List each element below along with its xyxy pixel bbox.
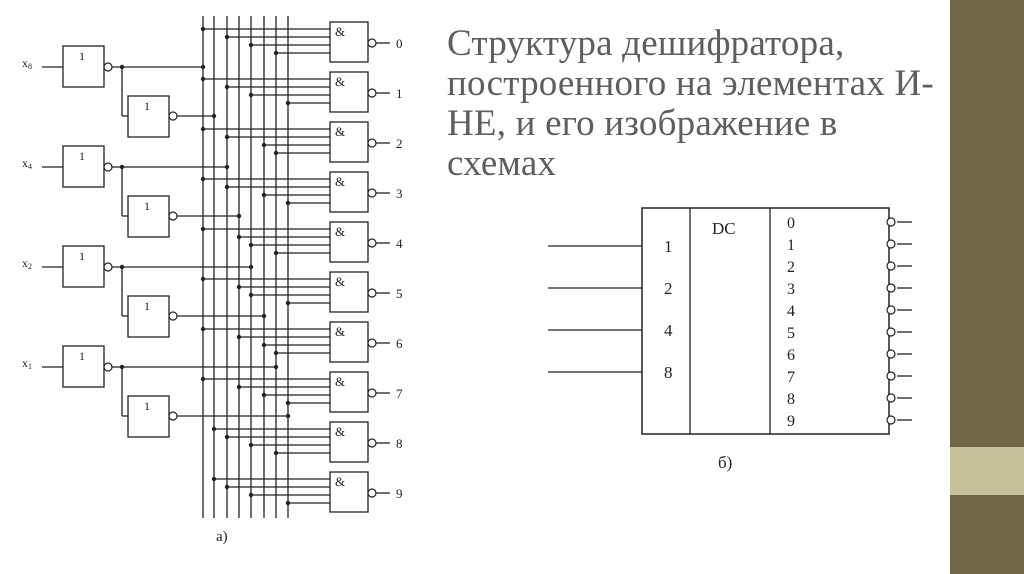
inversion-bubble [169, 212, 177, 220]
inversion-bubble [368, 39, 376, 47]
inversion-bubble [104, 363, 112, 371]
junction-dot [225, 165, 229, 169]
junction-dot [237, 385, 241, 389]
inversion-bubble [104, 163, 112, 171]
inversion-bubble [887, 350, 895, 358]
dc-input-label: 4 [664, 321, 673, 340]
junction-dot [286, 201, 290, 205]
inversion-bubble [887, 328, 895, 336]
inversion-bubble [887, 284, 895, 292]
junction-dot [249, 243, 253, 247]
junction-dot [262, 314, 266, 318]
dc-output-label: 7 [787, 369, 795, 386]
junction-dot [286, 301, 290, 305]
junction-dot [201, 127, 205, 131]
junction-dot [274, 51, 278, 55]
nand-gate-symbol: & [335, 424, 346, 439]
dc-output-label: 2 [787, 259, 795, 276]
junction-dot [262, 143, 266, 147]
inversion-bubble [887, 394, 895, 402]
slide-title: Структура дешифратора, построенного на элементах И-НЕ, и его изображение в схемах [447, 23, 934, 184]
junction-dot [201, 277, 205, 281]
dc-block [548, 208, 912, 434]
inversion-bubble [887, 416, 895, 424]
output-label: 5 [396, 286, 403, 301]
junction-dot [274, 151, 278, 155]
dc-output-label: 9 [787, 413, 795, 430]
output-label: 2 [396, 136, 403, 151]
output-label: 4 [396, 236, 403, 251]
dc-output-label: 6 [787, 347, 795, 364]
nand-gate-symbol: & [335, 374, 346, 389]
junction-dot [262, 393, 266, 397]
nand-gate-symbol: & [335, 74, 346, 89]
not-gate-symbol: 1 [144, 199, 150, 213]
junction-dot [225, 435, 229, 439]
junction-dot [262, 193, 266, 197]
junction-dot [237, 285, 241, 289]
junction-dot [274, 251, 278, 255]
junction-dot [249, 443, 253, 447]
junction-dot [201, 77, 205, 81]
output-label: 6 [396, 336, 403, 351]
dc-input-label: 1 [664, 237, 673, 256]
junction-dot [225, 185, 229, 189]
output-label: 3 [396, 186, 403, 201]
junction-dot [249, 43, 253, 47]
inversion-bubble [368, 239, 376, 247]
junction-dot [201, 177, 205, 181]
input-label: x2 [22, 256, 32, 271]
input-label: x8 [22, 56, 32, 71]
junction-dot [286, 414, 290, 418]
inversion-bubble [368, 289, 376, 297]
junction-dot [237, 335, 241, 339]
dc-output-label: 0 [787, 215, 795, 232]
inversion-bubble [368, 489, 376, 497]
input-label: x4 [22, 156, 32, 171]
inversion-bubble [169, 112, 177, 120]
inversion-bubble [368, 439, 376, 447]
nand-gate-symbol: & [335, 174, 346, 189]
junction-dot [274, 365, 278, 369]
diagram-a-caption: а) [216, 529, 228, 545]
junction-dot [225, 485, 229, 489]
inversion-bubble [368, 189, 376, 197]
inversion-bubble [104, 63, 112, 71]
inversion-bubble [169, 312, 177, 320]
inversion-bubble [368, 139, 376, 147]
junction-dot [212, 427, 216, 431]
junction-dot [225, 135, 229, 139]
not-gate-symbol: 1 [144, 299, 150, 313]
junction-dot [237, 214, 241, 218]
junction-dot [286, 101, 290, 105]
inversion-bubble [368, 89, 376, 97]
junction-dot [262, 343, 266, 347]
not-gate-symbol: 1 [79, 349, 85, 363]
junction-dot [201, 227, 205, 231]
dc-output-label: 1 [787, 237, 795, 254]
dc-output-label: 4 [787, 303, 795, 320]
not-gate-symbol: 1 [79, 249, 85, 263]
inversion-bubble [887, 372, 895, 380]
nand-gate-symbol: & [335, 474, 346, 489]
junction-dot [212, 114, 216, 118]
junction-dot [225, 85, 229, 89]
nand-gate-symbol: & [335, 224, 346, 239]
dc-label: DC [712, 219, 736, 238]
inversion-bubble [104, 263, 112, 271]
output-label: 9 [396, 486, 403, 501]
decoder-logic-diagram [0, 0, 440, 574]
nand-gate-symbol: & [335, 24, 346, 39]
diagram-b-caption: б) [718, 453, 733, 472]
junction-dot [201, 65, 205, 69]
output-label: 0 [396, 36, 403, 51]
junction-dot [249, 93, 253, 97]
dc-input-label: 8 [664, 363, 673, 382]
input-label: x1 [22, 356, 32, 371]
output-label: 8 [396, 436, 403, 451]
not-gate-symbol: 1 [144, 99, 150, 113]
nand-gate-symbol: & [335, 124, 346, 139]
junction-dot [225, 35, 229, 39]
not-gate-symbol: 1 [79, 49, 85, 63]
not-gate-symbol: 1 [144, 399, 150, 413]
nand-gate-symbol: & [335, 274, 346, 289]
side-decor-accent [950, 447, 1024, 495]
not-gate-symbol: 1 [79, 149, 85, 163]
dc-output-label: 5 [787, 325, 795, 342]
output-label: 7 [396, 386, 403, 401]
junction-dot [212, 477, 216, 481]
junction-dot [201, 27, 205, 31]
junction-dot [286, 401, 290, 405]
dc-output-label: 8 [787, 391, 795, 408]
dc-block-frame [642, 208, 889, 434]
dc-input-label: 2 [664, 279, 673, 298]
junction-dot [249, 293, 253, 297]
inversion-bubble [887, 218, 895, 226]
inversion-bubble [887, 306, 895, 314]
junction-dot [237, 235, 241, 239]
junction-dot [249, 493, 253, 497]
nand-gate-symbol: & [335, 324, 346, 339]
inversion-bubble [887, 240, 895, 248]
inversion-bubble [887, 262, 895, 270]
junction-dot [286, 501, 290, 505]
junction-dot [201, 327, 205, 331]
junction-dot [249, 265, 253, 269]
decoder-block-symbol [540, 200, 950, 472]
inversion-bubble [368, 339, 376, 347]
junction-dot [201, 377, 205, 381]
dc-output-label: 3 [787, 281, 795, 298]
inversion-bubble [169, 412, 177, 420]
junction-dot [274, 451, 278, 455]
inversion-bubble [368, 389, 376, 397]
junction-dot [274, 351, 278, 355]
output-label: 1 [396, 86, 403, 101]
